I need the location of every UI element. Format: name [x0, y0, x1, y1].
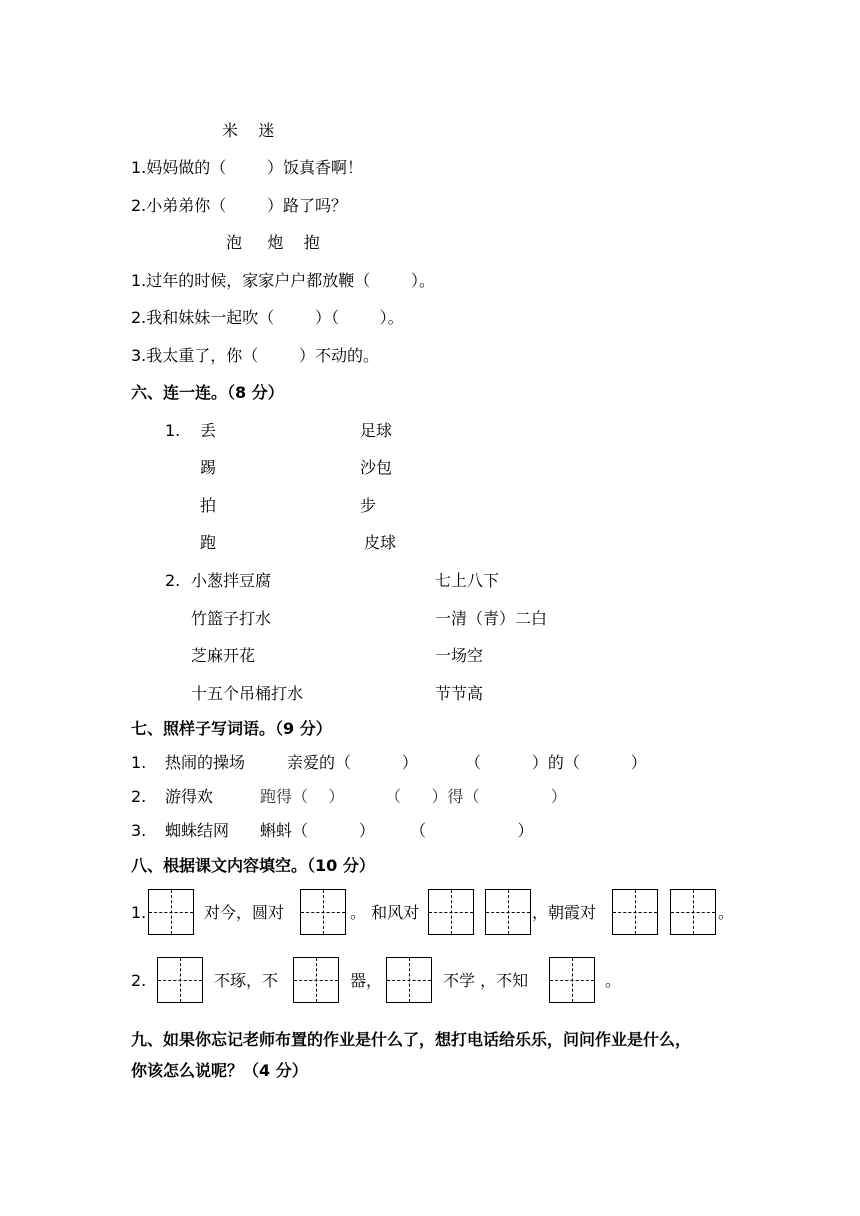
fill-text: 对今，圆对 [204, 903, 285, 922]
fill-blank: （ ） [410, 821, 534, 840]
match-right: 步 [360, 496, 377, 515]
fill-blank: 蝌蚪（ ） [260, 821, 375, 840]
question-line: 1.妈妈做的（ ）饭真香啊！ [131, 158, 363, 177]
section-title-9: 九、如果你忘记老师布置的作业是什么了，想打电话给乐乐，问问作业是什么， [131, 1030, 692, 1049]
match-right: 一场空 [435, 646, 484, 665]
example-word: 热闹的操场 [165, 753, 246, 772]
fill-text: 。 [605, 971, 622, 990]
fill-text: 。 [718, 903, 735, 922]
match-right: 沙包 [360, 458, 393, 477]
match-left: 十五个吊桶打水 [191, 684, 304, 703]
tian-grid-box[interactable] [485, 889, 531, 935]
fill-blank: 跑得（ ） [260, 787, 345, 806]
question-line: 2.小弟弟你（ ）路了吗？ [131, 196, 347, 215]
section-title-8: 八、根据课文内容填空。（10 分） [131, 856, 375, 875]
tian-grid-box[interactable] [300, 889, 346, 935]
fill-text: 。 和风对 [350, 903, 420, 922]
item-number: 1. [165, 421, 181, 440]
match-left: 丢 [200, 421, 217, 440]
item-number: 1. [131, 753, 147, 772]
match-left: 竹篮子打水 [191, 609, 272, 628]
char-group-pao: 泡 炮 抱 [226, 233, 320, 252]
fill-text: 不琢，不 [214, 971, 279, 990]
tian-grid-box[interactable] [293, 957, 339, 1003]
match-right: 足球 [360, 421, 393, 440]
fill-text: ，朝霞对 [532, 903, 597, 922]
tian-grid-box[interactable] [549, 957, 595, 1003]
fill-text: 器， [350, 971, 383, 990]
section-title-7: 七、照样子写词语。（9 分） [131, 719, 332, 738]
tian-grid-box[interactable] [148, 889, 194, 935]
tian-grid-box[interactable] [670, 889, 716, 935]
match-left: 跑 [200, 533, 217, 552]
tian-grid-box[interactable] [157, 957, 203, 1003]
match-left: 芝麻开花 [191, 646, 256, 665]
question-line: 1.过年的时候，家家户户都放鞭（ ）。 [131, 271, 435, 290]
item-number: 1. [131, 903, 147, 922]
match-right: 七上八下 [435, 571, 500, 590]
match-left: 拍 [200, 496, 217, 515]
match-left: 小葱拌豆腐 [191, 571, 272, 590]
match-left: 踢 [200, 458, 217, 477]
match-right: 皮球 [364, 533, 397, 552]
section-title-9-line2: 你该怎么说呢？（4 分） [131, 1061, 308, 1080]
fill-blank: （ ）的（ ） [465, 753, 647, 772]
example-word: 蜘蛛结网 [165, 821, 230, 840]
fill-blank: 亲爱的（ ） [287, 753, 418, 772]
char-group-mi: 米 迷 [222, 121, 275, 140]
section-title-6: 六、连一连。（8 分） [131, 383, 284, 402]
tian-grid-box[interactable] [612, 889, 658, 935]
tian-grid-box[interactable] [386, 957, 432, 1003]
example-word: 游得欢 [165, 787, 214, 806]
item-number: 2. [165, 571, 181, 590]
match-right: 一清（青）二白 [435, 609, 548, 628]
match-right: 节节高 [435, 684, 484, 703]
item-number: 2. [131, 787, 147, 806]
tian-grid-box[interactable] [428, 889, 474, 935]
fill-text: 不学 ，不知 [443, 971, 529, 990]
fill-blank: （ ）得（ ） [385, 787, 567, 806]
question-line: 2.我和妹妹一起吹（ ）（ ）。 [131, 308, 404, 327]
question-line: 3.我太重了，你（ ）不动的。 [131, 346, 379, 365]
item-number: 3. [131, 821, 147, 840]
item-number: 2. [131, 971, 147, 990]
